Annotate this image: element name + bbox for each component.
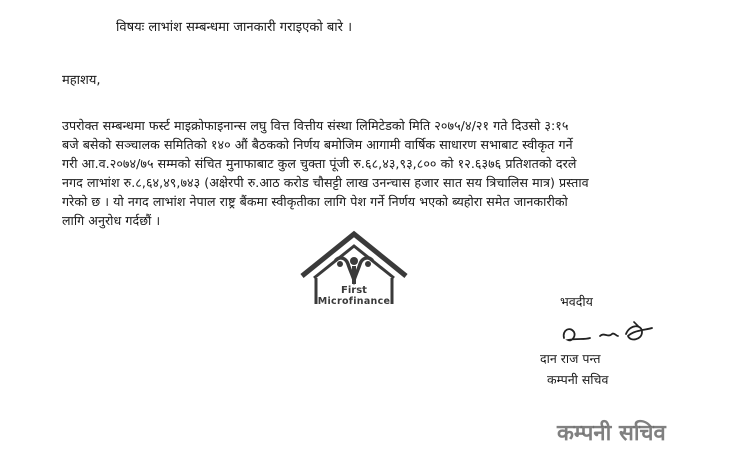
first-microfinance-logo — [296, 228, 412, 316]
paragraph-line: बजे बसेको सञ्चालक समितिको १४० औं बैठकको निर्णय बमोजिम आगामी वार्षिक साधारण सभाबाट स्वीकृत गर्ने — [62, 137, 573, 152]
signature-icon — [556, 316, 656, 346]
paragraph-line: नगद लाभांश रु.८,६४,४९,७४३ (अक्षेरपी रु.आठ करोड चौसट्टी लाख उनन्चास हजार सात सय त्रिचालिस मात्र) प्रस्ताव — [62, 175, 589, 190]
logo-text-first: First — [341, 285, 367, 296]
salutation: महाशय, — [62, 73, 101, 88]
signatory-title: कम्पनी सचिव — [547, 372, 609, 387]
company-secretary-stamp — [555, 410, 695, 454]
logo-text-microfinance: Microfinance — [317, 296, 391, 307]
letter-subject: विषयः लाभांश सम्बन्धमा जानकारी गराइएको बारे । — [116, 20, 352, 35]
paragraph-line: उपरोक्त सम्बन्धमा फर्स्ट माइक्रोफाइनान्स लघु वित्त वित्तीय संस्था लिमिटेडको मिति २०७५/४/२१ गते दिउसो ३:१५ — [62, 118, 569, 133]
closing: भवदीय — [560, 294, 593, 309]
signatory-name: दान राज पन्त — [540, 351, 601, 366]
svg-text:कम्पनी सचिव: कम्पनी सचिव — [557, 421, 666, 446]
paragraph-line: लागि अनुरोध गर्दछौं । — [62, 213, 161, 228]
paragraph-line: गरेको छ । यो नगद लाभांश नेपाल राष्ट्र बैंकमा स्वीकृतीका लागि पेश गर्ने निर्णय भएको ब्यहोरा समेत जानकारीको — [62, 194, 568, 209]
stamp-icon — [555, 410, 695, 454]
paragraph-line: गरी आ.व.२०७४/७५ सम्मको संचित मुनाफाबाट कुल चुक्ता पूंजी रु.६८,४३,९३,८०० को १२.६३७६ प्रतिशतको दरले — [62, 156, 577, 171]
